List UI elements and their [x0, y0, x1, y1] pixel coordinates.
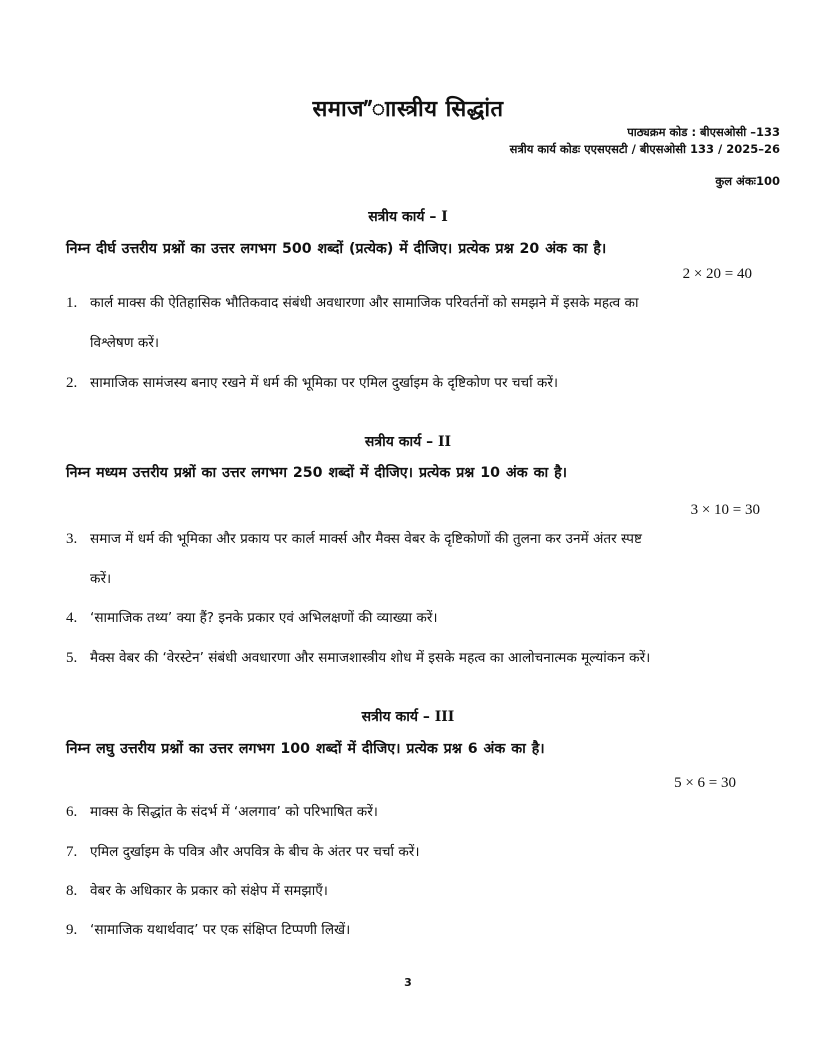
question-5-number: 5. — [66, 650, 78, 666]
question-8 — [66, 880, 782, 900]
question-3-continued: करें। — [90, 571, 112, 587]
question-3 — [66, 528, 782, 548]
question-4-number: 4. — [66, 610, 78, 626]
question-8-number: 8. — [66, 883, 78, 899]
question-7-text: एमिल दुर्खाइम के पवित्र और अपवित्र के बीच के अंतर पर चर्चा करें। — [90, 844, 420, 860]
section-3-roman: III — [434, 709, 455, 725]
section-1-title-text: सत्रीय कार्य – — [368, 209, 442, 225]
question-8-text: वेबर के अधिकार के प्रकार को संक्षेप में समझाएँ। — [90, 883, 328, 899]
question-1-continued: विश्लेषण करें। — [90, 335, 160, 351]
question-6-text: माक्स के सिद्धांत के संदर्भ में ‘अलगाव’ को परिभाषित करें। — [90, 804, 378, 820]
question-6-number: 6. — [66, 804, 78, 820]
section-3-instruction: निम्न लघु उत्तरीय प्रश्नों का उत्तर लगभग 100 शब्दों में दीजिए। प्रत्येक प्रश्न 6 अंक का है। — [66, 741, 545, 757]
document-title: समाज”ाास्त्रीय सिद्धांत — [312, 97, 504, 122]
section-3-title-text: सत्रीय कार्य – — [361, 709, 435, 725]
question-3-text: समाज में धर्म की भूमिका और प्रकाय पर कार्ल मार्क्स और मैक्स वेबर के दृष्टिकोणों की तुलना कर उनमें अंतर स्पष्ट — [90, 531, 642, 547]
question-7-number: 7. — [66, 844, 78, 860]
question-6 — [66, 801, 782, 821]
section-2-title-text: सत्रीय कार्य – — [364, 434, 438, 450]
section-3-marks: 5 × 6 = 30 — [674, 775, 736, 791]
question-9 — [66, 919, 782, 939]
section-1-roman: I — [441, 209, 448, 225]
question-9-text: ‘सामाजिक यथार्थवाद’ पर एक संक्षिप्त टिप्पणी लिखें। — [90, 922, 351, 938]
total-marks: कुल अंकः100 — [715, 174, 780, 188]
section-2-title — [0, 432, 816, 451]
question-9-number: 9. — [66, 922, 78, 938]
section-1-title — [0, 207, 816, 226]
section-2-roman: II — [437, 434, 452, 450]
question-2-text: सामाजिक सामंजस्य बनाए रखने में धर्म की भूमिका पर एमिल दुर्खाइम के दृष्टिकोण पर चर्चा करें। — [90, 375, 559, 391]
question-4-text: ‘सामाजिक तथ्य’ क्या हैं? इनके प्रकार एवं अभिलक्षणों की व्याख्या करें। — [90, 610, 438, 626]
section-1-marks: 2 × 20 = 40 — [682, 266, 752, 282]
question-5 — [66, 647, 782, 667]
section-2-marks: 3 × 10 = 30 — [690, 502, 760, 518]
page-number: 3 — [404, 976, 412, 989]
question-7 — [66, 841, 782, 861]
section-3-title — [0, 707, 816, 726]
question-2 — [66, 372, 782, 392]
question-1-number: 1. — [66, 295, 78, 311]
question-1 — [66, 292, 782, 312]
assignment-code: सत्रीय कार्य कोडः एएसएसटी / बीएसओसी 133 / 2025–26 — [509, 142, 780, 156]
section-1-instruction: निम्न दीर्घ उत्तरीय प्रश्नों का उत्तर लगभग 500 शब्दों (प्रत्येक) में दीजिए। प्रत्येक प्रश्न 20 अंक का है। — [66, 241, 607, 257]
question-3-number: 3. — [66, 531, 78, 547]
question-5-text: मैक्स वेबर की ‘वेरस्टेन’ संबंधी अवधारणा और समाजशास्त्रीय शोध में इसके महत्व का आलोचनात्मक मूल्यांकन करें। — [90, 650, 651, 666]
question-1-text: कार्ल माक्स की ऐतिहासिक भौतिकवाद संबंधी अवधारणा और सामाजिक परिवर्तनों को समझने में इसके महत्व का — [90, 295, 639, 311]
course-code: पाठ्यक्रम कोड : बीएसओसी –133 — [627, 125, 780, 139]
question-2-number: 2. — [66, 375, 78, 391]
section-2-instruction: निम्न मध्यम उत्तरीय प्रश्नों का उत्तर लगभग 250 शब्दों में दीजिए। प्रत्येक प्रश्न 10 अंक का है। — [66, 465, 568, 481]
question-4 — [66, 607, 782, 627]
